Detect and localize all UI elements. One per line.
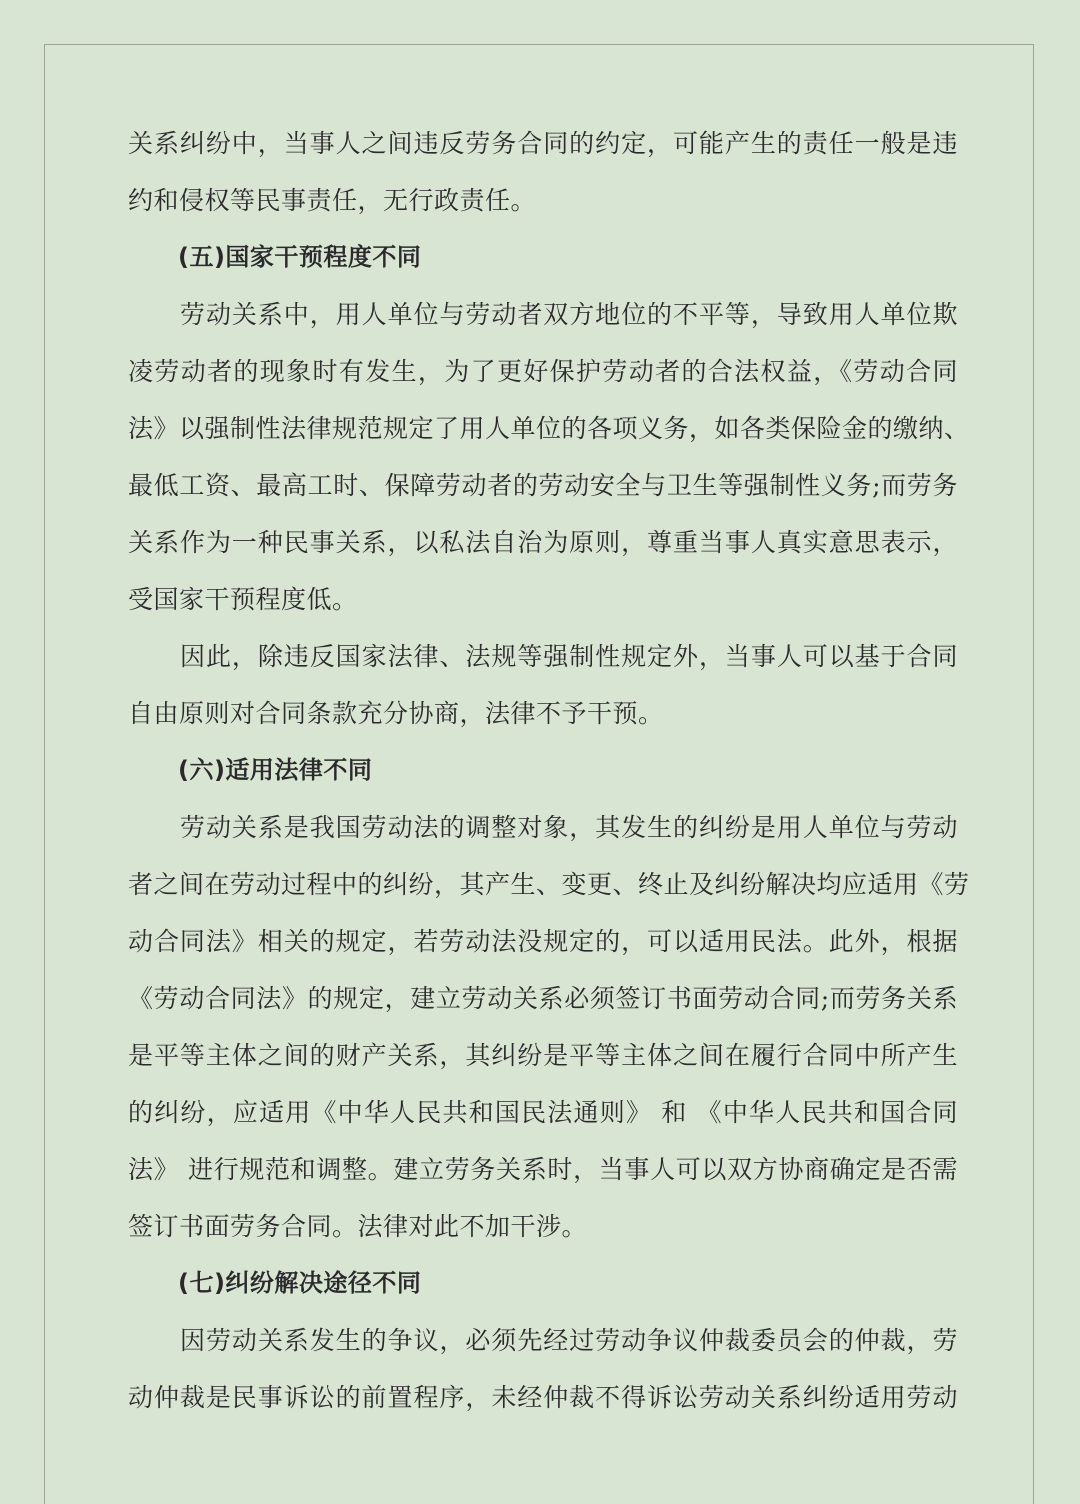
section-heading-7: (七)纠纷解决途径不同 [178, 1269, 422, 1297]
text-line: 因劳动关系发生的争议，必须先经过劳动争议仲裁委员会的仲裁，劳 [180, 1326, 958, 1355]
text-line: 约和侵权等民事责任，无行政责任。 [128, 186, 537, 215]
text-line: 凌劳动者的现象时有发生，为了更好保护劳动者的合法权益，《劳动合同 [128, 357, 958, 386]
text-line: 劳动关系是我国劳动法的调整对象，其发生的纠纷是用人单位与劳动 [180, 813, 958, 842]
text-line: 是平等主体之间的财产关系，其纠纷是平等主体之间在履行合同中所产生 [128, 1041, 958, 1070]
text-line: 签订书面劳务合同。法律对此不加干涉。 [128, 1212, 588, 1241]
text-line: 受国家干预程度低。 [128, 585, 358, 614]
text-line: 最低工资、最高工时、保障劳动者的劳动安全与卫生等强制性义务;而劳务 [128, 471, 958, 500]
text-line: 《劳动合同法》的规定，建立劳动关系必须签订书面劳动合同;而劳务关系 [128, 984, 958, 1013]
text-line: 自由原则对合同条款充分协商，法律不予干预。 [128, 699, 664, 728]
document-body [128, 115, 970, 1426]
text-line: 劳动关系中，用人单位与劳动者双方地位的不平等，导致用人单位欺 [180, 300, 958, 329]
text-line: 关系作为一种民事关系，以私法自治为原则，尊重当事人真实意思表示， [128, 528, 958, 557]
section-heading-5: (五)国家干预程度不同 [178, 243, 422, 271]
text-line: 因此，除违反国家法律、法规等强制性规定外，当事人可以基于合同 [180, 642, 958, 671]
text-line: 法》 进行规范和调整。建立劳务关系时，当事人可以双方协商确定是否需 [128, 1155, 958, 1184]
text-line: 关系纠纷中，当事人之间违反劳务合同的约定，可能产生的责任一般是违 [128, 129, 958, 158]
section-heading-6: (六)适用法律不同 [178, 756, 373, 784]
text-line: 法》以强制性法律规范规定了用人单位的各项义务，如各类保险金的缴纳、 [128, 414, 970, 443]
text-line: 动合同法》相关的规定，若劳动法没规定的，可以适用民法。此外，根据 [128, 927, 958, 956]
text-line: 者之间在劳动过程中的纠纷，其产生、变更、终止及纠纷解决均应适用《劳 [128, 870, 970, 899]
text-line: 动仲裁是民事诉讼的前置程序，未经仲裁不得诉讼劳动关系纠纷适用劳动 [128, 1383, 958, 1412]
text-line: 的纠纷，应适用《中华人民共和国民法通则》 和 《中华人民共和国合同 [128, 1098, 958, 1127]
